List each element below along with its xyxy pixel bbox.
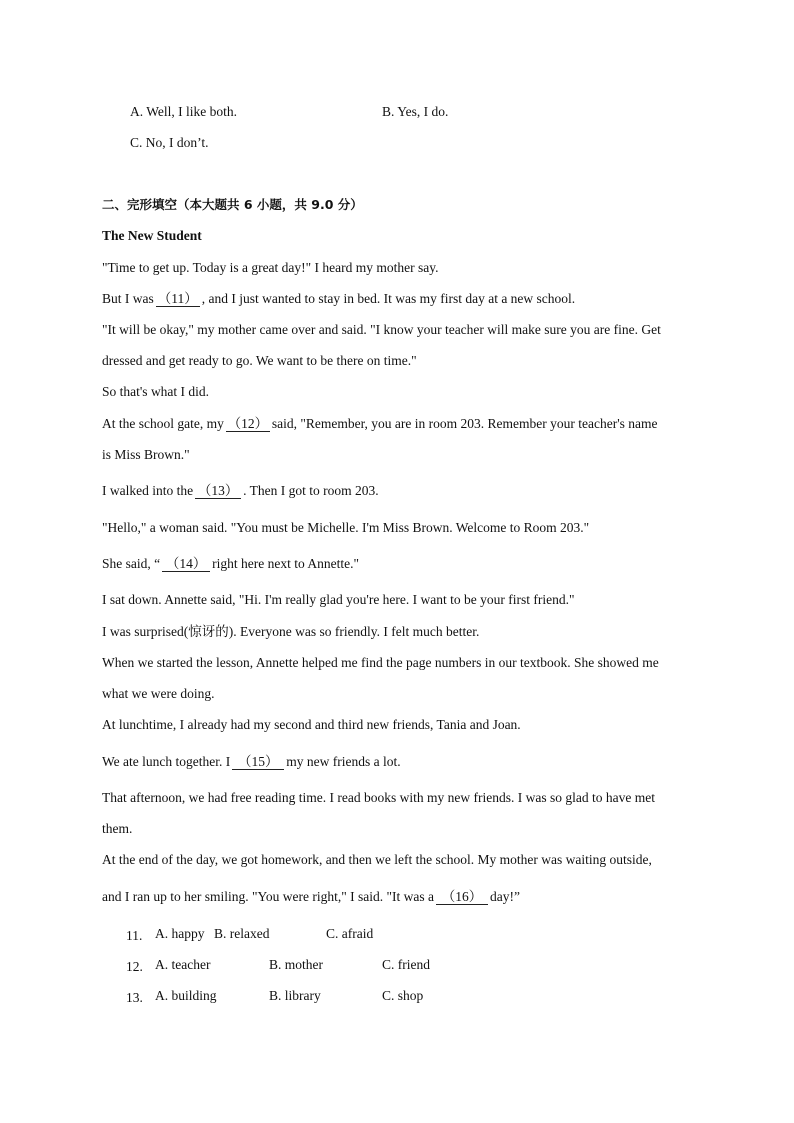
passage-line xyxy=(102,889,520,905)
blank-11: （11） xyxy=(157,291,198,306)
passage-line: When we started the lesson, Annette helped me find the page numbers in our textbook. She showed me xyxy=(102,655,659,670)
passage-text: , and I just wanted to stay in bed. It was my first day at a new school. xyxy=(201,291,576,306)
passage-line xyxy=(102,416,658,432)
question-option-b: B. library xyxy=(269,988,321,1003)
passage-text: We ate lunch together. I xyxy=(102,754,231,769)
blank-14: （14） xyxy=(162,556,210,572)
passage-text: my new friends a lot. xyxy=(286,754,401,769)
passage-text: . Then I got to room 203. xyxy=(243,483,379,498)
passage-line: At the end of the day, we got homework, and then we left the school. My mother was waiting outside, xyxy=(102,852,652,867)
passage-line xyxy=(102,556,359,572)
passage-line: I was surprised(惊讶的). Everyone was so friendly. I felt much better. xyxy=(102,624,480,639)
blank-16: （16） xyxy=(436,889,488,905)
passage-text: I walked into the xyxy=(102,483,194,498)
section-heading: 二、完形填空（本大题共 6 小题，共 9.0 分） xyxy=(102,197,363,212)
passage-title: The New Student xyxy=(102,228,202,243)
passage-text: and I ran up to her smiling. "You were right," I said. "It was a xyxy=(102,889,434,904)
passage-text: day!” xyxy=(489,889,520,904)
passage-text: But I was xyxy=(102,291,154,306)
question-option-a: A. building xyxy=(155,988,217,1003)
blank-13: （13） xyxy=(195,483,241,499)
blank-15: （15） xyxy=(232,754,284,770)
passage-line: "Time to get up. Today is a great day!" I heard my mother say. xyxy=(102,260,439,275)
prev-option-a: A. Well, I like both. xyxy=(130,104,238,119)
passage-line: "Hello," a woman said. "You must be Michelle. I'm Miss Brown. Welcome to Room 203." xyxy=(102,520,590,535)
passage-line: That afternoon, we had free reading time. I read books with my new friends. I was so glad to have met xyxy=(102,790,655,805)
passage-text: She said, “ xyxy=(102,556,161,571)
passage-line: dressed and get ready to go. We want to be there on time." xyxy=(102,353,417,368)
question-option-c: C. friend xyxy=(382,957,430,972)
passage-line: "It will be okay," my mother came over and said. "I know your teacher will make sure you are fine. Get xyxy=(102,322,661,337)
passage-line: is Miss Brown." xyxy=(102,447,190,462)
prev-option-b: B. Yes, I do. xyxy=(382,104,449,119)
question-number: 13. xyxy=(126,990,143,1005)
question-option-c: C. shop xyxy=(382,988,424,1003)
passage-line xyxy=(102,291,575,307)
question-number: 12. xyxy=(126,959,143,974)
passage-text: right here next to Annette." xyxy=(212,556,359,571)
prev-option-c: C. No, I don’t. xyxy=(130,135,209,150)
passage-line: what we were doing. xyxy=(102,686,215,701)
blank-12: （12） xyxy=(227,416,269,431)
passage-line xyxy=(102,483,379,499)
passage-line: So that's what I did. xyxy=(102,384,210,399)
passage-line xyxy=(102,754,401,770)
passage-line: At lunchtime, I already had my second and third new friends, Tania and Joan. xyxy=(102,717,521,732)
question-option-c: C. afraid xyxy=(326,926,374,941)
passage-text: At the school gate, my xyxy=(102,416,224,431)
question-option-b: B. relaxed xyxy=(214,926,270,941)
question-number: 11. xyxy=(126,928,143,943)
passage-text: said, "Remember, you are in room 203. Remember your teacher's name xyxy=(271,416,658,431)
passage-line: I sat down. Annette said, "Hi. I'm really glad you're here. I want to be your first friend." xyxy=(102,592,575,607)
question-option-a: A. happy xyxy=(155,926,205,941)
passage-line: them. xyxy=(102,821,133,836)
question-option-a: A. teacher xyxy=(155,957,211,972)
question-option-b: B. mother xyxy=(269,957,323,972)
